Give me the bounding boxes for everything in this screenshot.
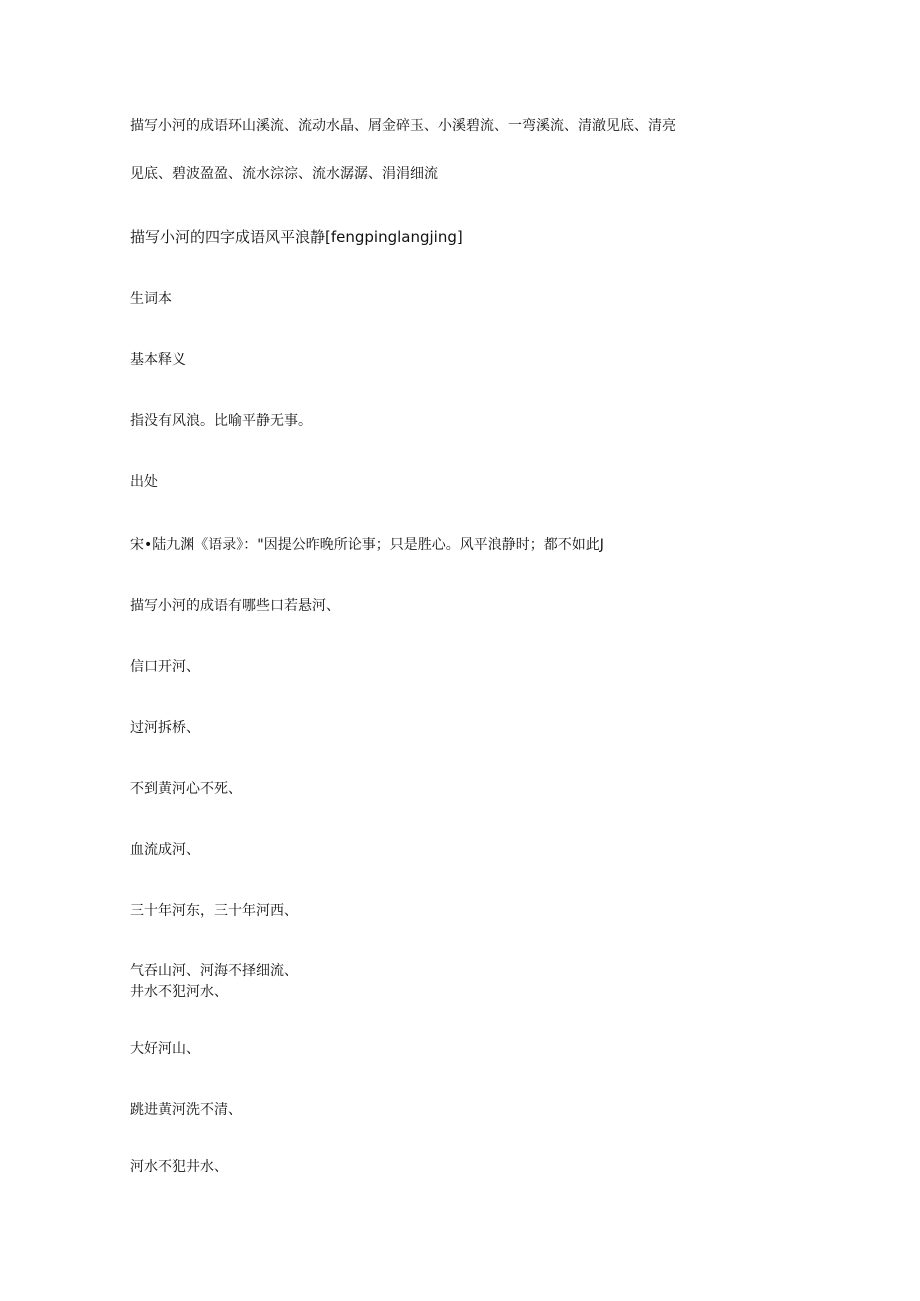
idiom-item: 信口开河、 xyxy=(130,659,200,675)
idiom-item: 河水不犯井水、 xyxy=(130,1159,228,1175)
idiom-item: 三十年河东，三十年河西、 xyxy=(130,903,298,919)
idiom-item: 大好河山、 xyxy=(130,1041,200,1057)
source-heading: 出处 xyxy=(130,474,158,490)
source-text: 宋•陆九渊《语录》："因提公昨晚所论事；只是胜心。风平浪静时；都不如此J xyxy=(130,537,604,553)
idiom-item: 不到黄河心不死、 xyxy=(130,781,242,797)
river-idioms-question: 描写小河的成语有哪些口若悬河、 xyxy=(130,598,340,614)
four-character-idiom-heading: 描写小河的四字成语风平浪静[fengpinglangjing] xyxy=(130,228,463,246)
basic-definition-text: 指没有风浪。比喻平静无事。 xyxy=(130,413,312,429)
river-idioms-line-1: 描写小河的成语环山溪流、流动水晶、屑金碎玉、小溪碧流、一弯溪流、清澈见底、清亮 xyxy=(130,118,676,134)
idiom-item: 过河拆桥、 xyxy=(130,720,200,736)
idiom-item: 跳进黄河洗不清、 xyxy=(130,1102,242,1118)
river-idioms-line-2: 见底、碧波盈盈、流水淙淙、流水潺潺、涓涓细流 xyxy=(130,166,438,182)
idiom-item: 气吞山河、河海不择细流、 xyxy=(130,963,298,979)
idiom-item: 井水不犯河水、 xyxy=(130,984,228,1000)
idiom-item: 血流成河、 xyxy=(130,842,200,858)
vocabulary-book-label: 生词本 xyxy=(130,291,172,307)
basic-definition-heading: 基本释义 xyxy=(130,352,186,368)
